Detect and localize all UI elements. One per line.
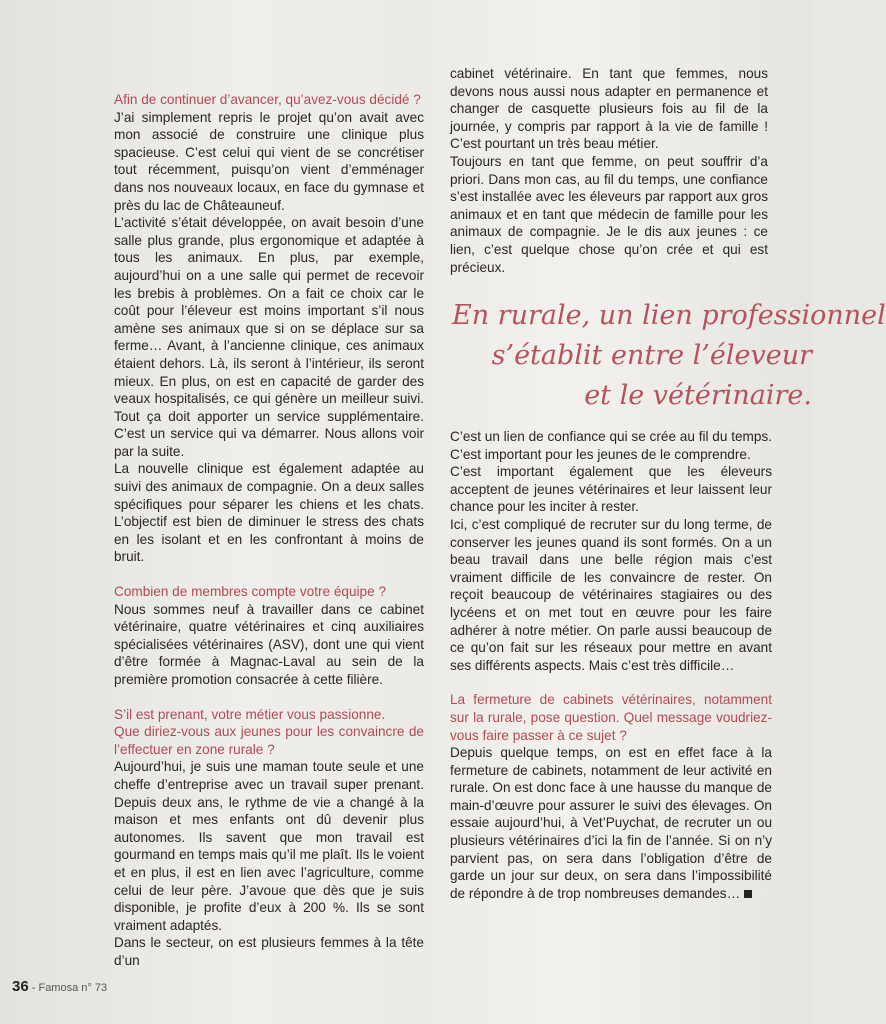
answer-1: J’ai simplement repris le projet qu’on avait avec mon associé de construire une clinique plus spacieuse. C’est celui qui vient de se concrétiser tout récemment, puisqu’on vient d’emménager dans nos nouveaux locaux, en face du gymnase et près du lac de Châteauneuf. <box>114 109 424 213</box>
answer-3-b: Dans le secteur, on est plusieurs femmes à la tête d’un <box>114 935 424 968</box>
question-3-intro: S’il est prenant, votre métier vous passionne. <box>114 706 386 722</box>
pull-quote-line-1: En rurale, un lien professionnel <box>452 300 886 331</box>
magazine-issue: - Famosa n° 73 <box>31 982 108 994</box>
question-1: Afin de continuer d’avancer, qu’avez-vous décidé ? <box>114 92 421 107</box>
paragraph-1: cabinet vétérinaire. En tant que femmes, nous devons nous aussi nous adapter en permanence et changer de casquette plusieurs fois au fil de la journée, y compris par rapport à la vie de famille ! C’est pourtant un très beau métier. <box>450 66 768 152</box>
paragraph-4: C’est important également que les éleveurs acceptent de jeunes vétérinaires et leur laissent leur chance pour les inciter à rester. <box>450 464 772 515</box>
answer-3: Aujourd’hui, je suis une maman toute seule et une cheffe d’entreprise avec un travail super prenant. Depuis deux ans, le rythme de vie a changé à la maison et mes enfants ont dû devenir plus autonomes. Ils savent que mon travail est gourmand en temps mais qu’il me plaît. Ils le voient et en plus, il est en lien avec l’agriculture, comme celui de leur père. J’avoue que dès que je suis disponible, je profite d’eux à 200 %. Ils se sont vraiment adaptés. <box>114 759 424 933</box>
page-number: 36 <box>12 978 29 995</box>
question-3: Que diriez-vous aux jeunes pour les convaincre de l’effectuer en zone rurale ? <box>114 724 424 757</box>
paragraph-6 <box>450 744 772 902</box>
paragraph-3: C’est un lien de confiance qui se crée au fil du temps. C’est important pour les jeunes de le comprendre. <box>450 429 772 462</box>
right-column-bottom <box>450 428 772 902</box>
question-2: Combien de membres compte votre équipe ? <box>114 584 387 600</box>
right-column-top <box>450 65 768 276</box>
paragraph-5: Ici, c’est compliqué de recruter sur du long terme, de conserver les jeunes quand ils sont formés. On a un beau travail dans une belle région mais c’est vraiment difficile de les convaincre de rester. On reçoit beaucoup de vétérinaires stagiaires ou des lycéens et on met tout en œuvre pour les faire adhérer à notre métier. On parle aussi beaucoup de ce qu’on fait sur les réseaux pour mettre en avant ses différents aspects. Mais c’est très difficile… <box>450 516 772 673</box>
paragraph-6-text: Depuis quelque temps, on est en effet face à la fermeture de cabinets, notamment de leur activité en rurale. On est donc face à une hausse du manque de main-d’œuvre pour assurer le suivi des élevages. On essaie aujourd’hui, à Vet’Puychat, de recruter un ou plusieurs vétérinaires d’ici la fin de l’année. Si on n’y parvient pas, on sera dans l’obligation d’être de garde un jour sur deux, on sera dans l’impossibilité de répondre à de trop nombreuses demandes… <box>450 745 772 901</box>
question-4: La fermeture de cabinets vétérinaires, notamment sur la rurale, pose question. Quel message voudriez-vous faire passer à ce sujet ? <box>450 692 772 743</box>
left-column <box>114 91 424 970</box>
end-of-article-icon <box>744 890 752 898</box>
answer-2: Nous sommes neuf à travailler dans ce cabinet vétérinaire, quatre vétérinaires et cinq auxiliaires spécialisées vétérinaires (ASV), dont une qui vient d’être formée à Magnac-Laval au sein de la première promotion consacrée à cette filière. <box>114 601 424 687</box>
pull-quote <box>430 296 886 416</box>
page-footer <box>12 978 107 995</box>
pull-quote-line-3: et le vétérinaire. <box>584 380 812 411</box>
paragraph-2: Toujours en tant que femme, on peut souffrir d’a priori. Dans mon cas, au fil du temps, une confiance s’est installée avec les éleveurs par rapport aux gros animaux et en tant que médecin de famille pour les animaux de compagnie. Je le dis aux jeunes : ce lien, c’est quelque chose qu’on crée et qui est précieux. <box>450 153 768 275</box>
answer-1-c: La nouvelle clinique est également adaptée au suivi des animaux de compagnie. On a deux salles spécifiques pour séparer les chiens et les chats. L’objectif est bien de diminuer le stress des chats en les isolant et en les confrontant à moins de bruit. <box>114 461 424 565</box>
pull-quote-line-2: s’établit entre l’éleveur <box>491 340 812 371</box>
answer-1-b: L’activité s’était développée, on avait besoin d’une salle plus grande, plus ergonomique et adaptée à tous les animaux. En plus, par exemple, aujourd’hui on a une salle qui permet de recevoir les brebis à problèmes. On a fait ce choix car le coût pour l’éleveur est moins important s’il nous amène ses animaux que si on se déplace sur sa ferme… Avant, à l’ancienne clinique, ces animaux étaient dehors. Là, ils seront à l’intérieur, ils seront mieux. En plus, on est en capacité de garder des veaux hospitalisés, ce qui génère un meilleur suivi. Tout ça doit apporter un service supplémentaire. C’est un service qui va démarrer. Nous allons voir par la suite. <box>114 215 424 459</box>
